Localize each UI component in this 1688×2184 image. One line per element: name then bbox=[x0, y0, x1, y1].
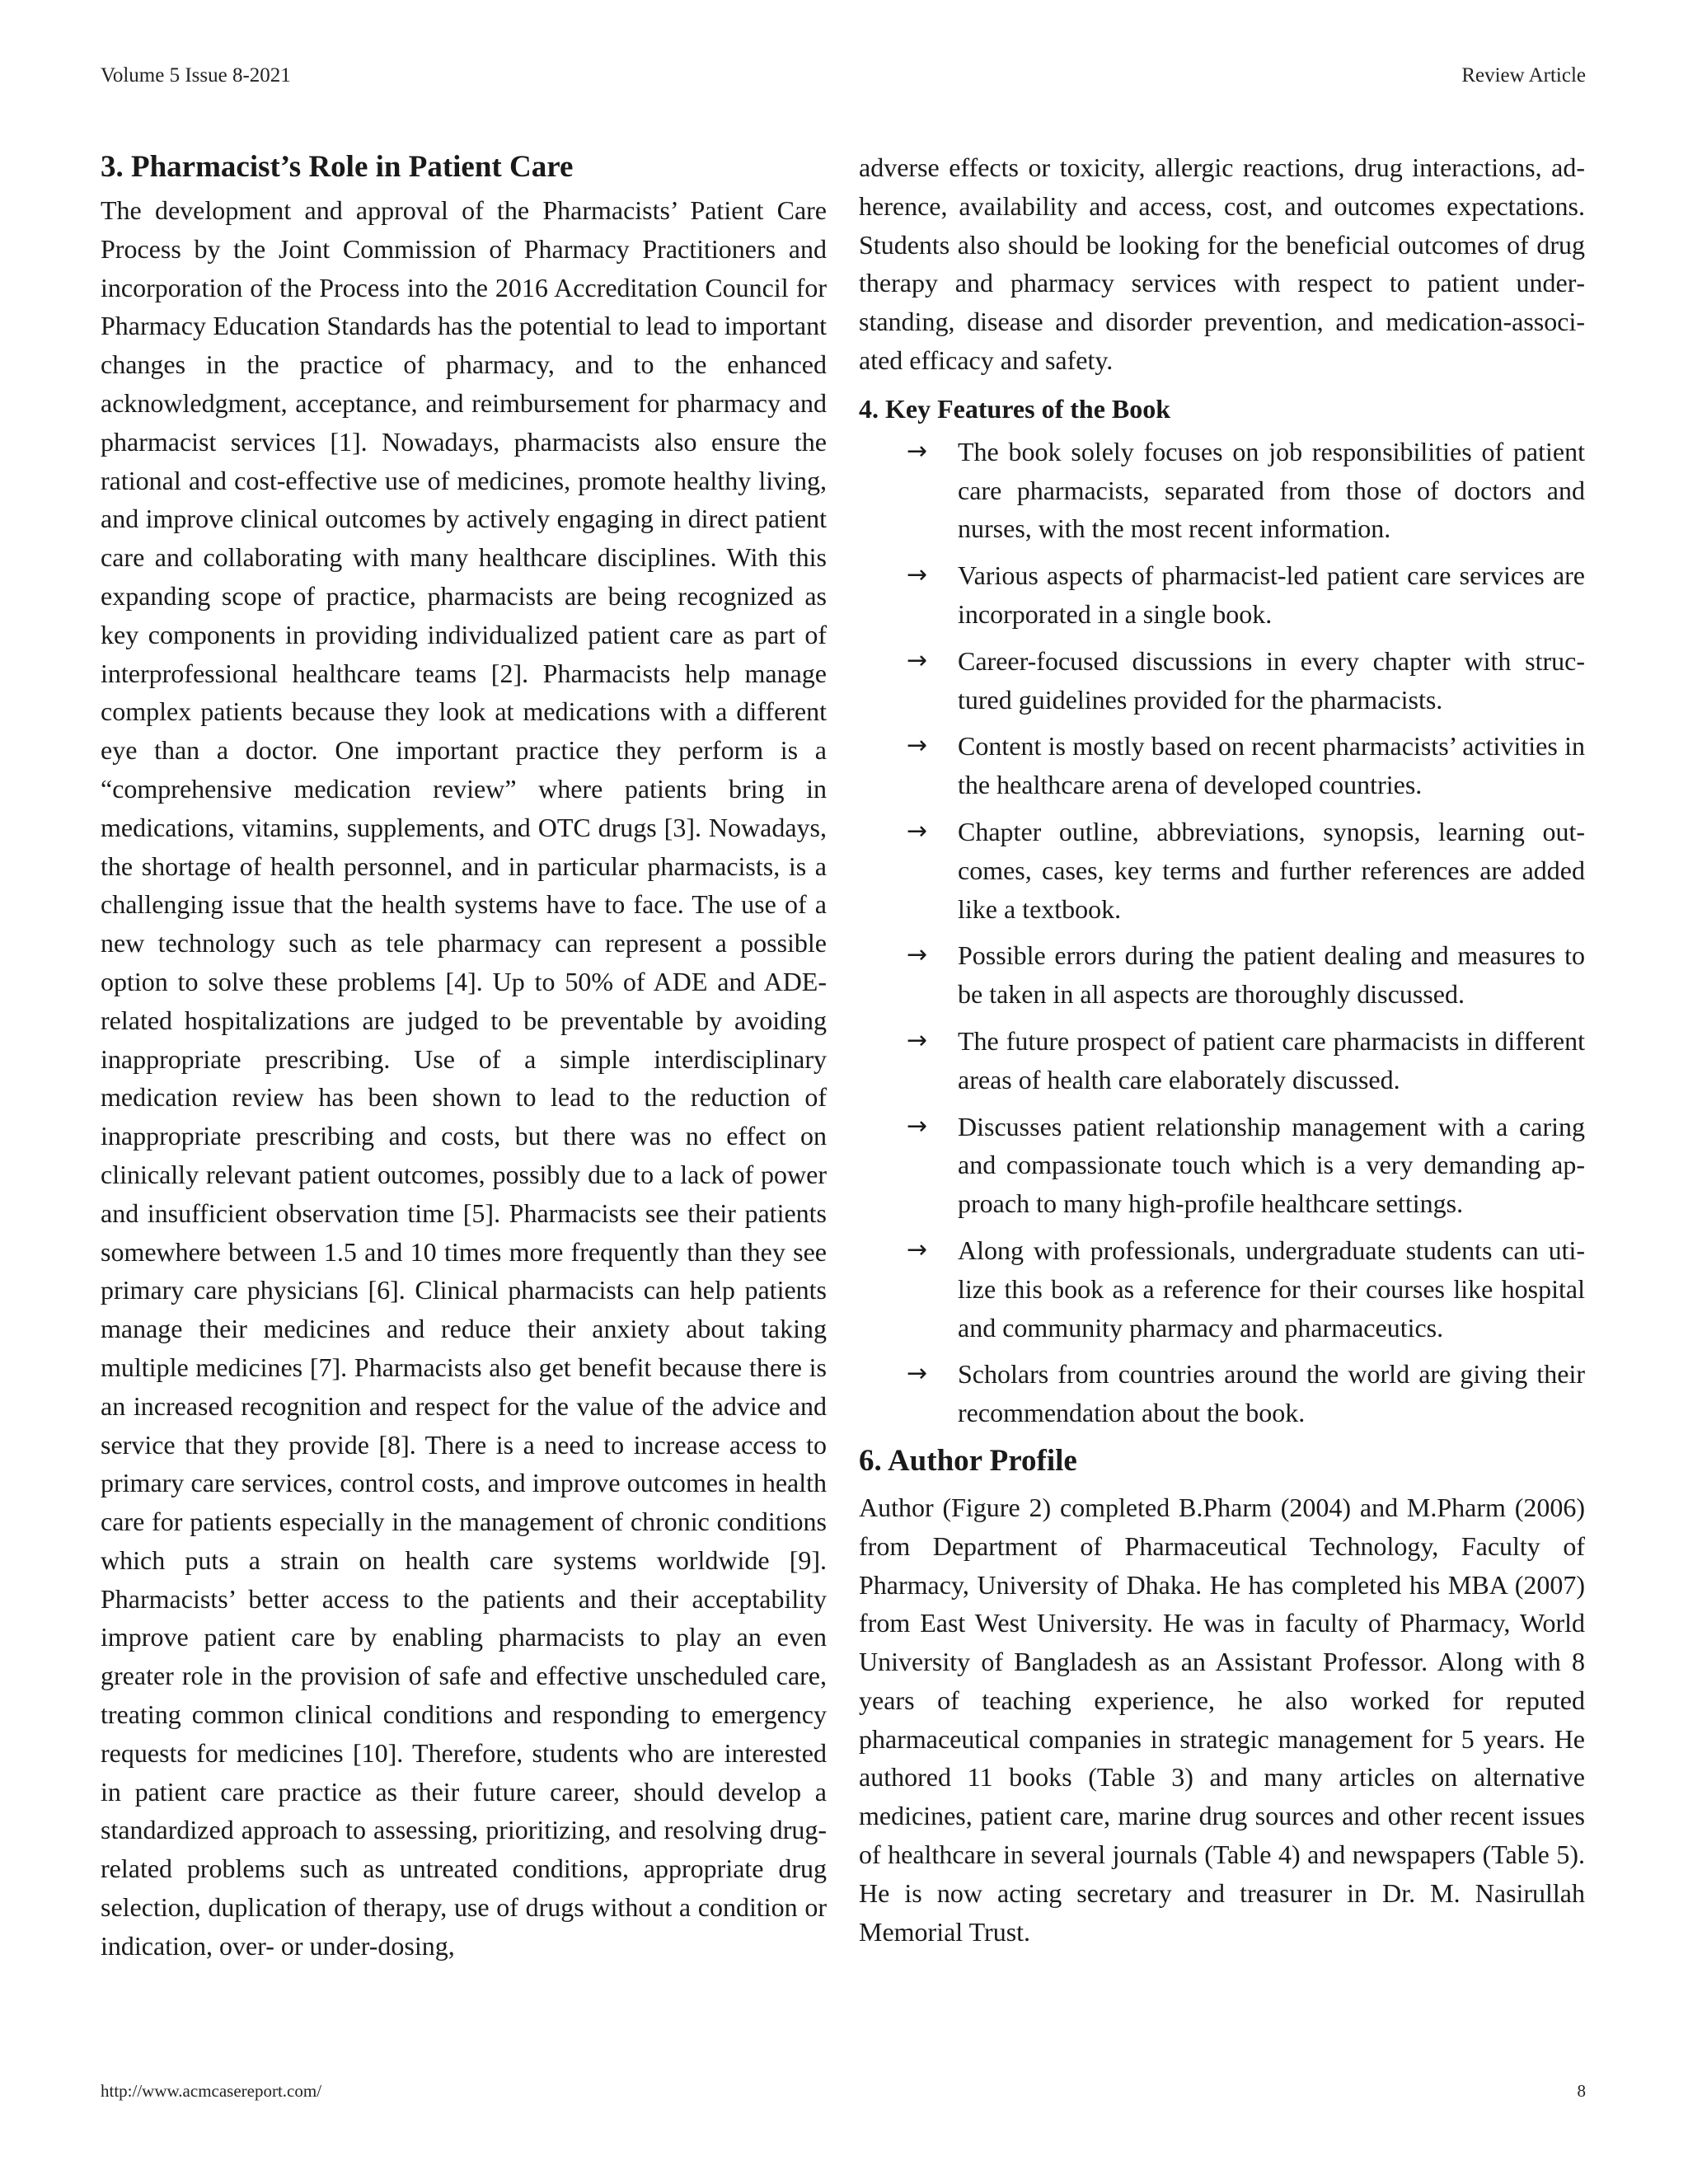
left-column bbox=[101, 147, 827, 1966]
list-item-text: Along with professionals, undergraduate students can utilize this book as a reference for their courses like hospital and community pharmacy and pharmaceutics. bbox=[958, 1235, 1585, 1343]
list-item-text: Various aspects of pharmacist-led patient care services are incorporated in a single book. bbox=[958, 560, 1585, 629]
list-item bbox=[859, 813, 1585, 928]
list-item bbox=[859, 1355, 1585, 1432]
list-item-text: Possible errors during the patient dealing and measures to be taken in all aspects are thoroughly discussed. bbox=[958, 940, 1585, 1010]
list-item bbox=[859, 433, 1585, 548]
arrow-icon: → bbox=[907, 645, 928, 675]
list-item bbox=[859, 1022, 1585, 1099]
list-item-text: Chapter outline, abbreviations, synopsis, learning outcomes, cases, key terms and further references are added like a textbook. bbox=[958, 816, 1585, 924]
section-6-body: Author (Figure 2) completed B.Pharm (2004) and M.Pharm (2006) from Department of Pharmaceutical Technology, Faculty of Pharmacy, University of Dhaka. He has completed his MBA (2007) from East West University. He was in faculty of Pharmacy, World University of Bangladesh as an Assistant Professor. Along with 8 years of teaching experience, he also worked for reputed pharmaceutical companies in strategic management for 5 years. He authored 11 books (Table 3) and many articles on alternative medicines, patient care, marine drug sources and other recent issues of healthcare in several journals (Table 4) and newspapers (Table 5). He is now acting secretary and treasurer in Dr. M. Nasirullah Memorial Trust. bbox=[859, 1492, 1585, 1947]
page-number: 8 bbox=[1577, 2081, 1586, 2101]
arrow-icon: → bbox=[907, 1025, 928, 1055]
arrow-icon: → bbox=[907, 940, 928, 970]
list-item-text: Career-focused discussions in every chapter with structured guidelines provided for the pharmacists. bbox=[958, 645, 1585, 715]
list-item bbox=[859, 936, 1585, 1014]
journal-url[interactable]: http://www.acmcasereport.com/ bbox=[101, 2081, 322, 2101]
journal-volume: Volume 5 Issue 8-2021 bbox=[101, 64, 291, 87]
arrow-icon: → bbox=[907, 816, 928, 846]
arrow-icon: → bbox=[907, 1111, 928, 1141]
list-item bbox=[859, 642, 1585, 719]
running-footer bbox=[101, 2081, 1586, 2102]
section-3-continuation: adverse effects or toxicity, allergic reactions, drug interactions, adherence, availability and access, cost, and outcomes expectations. Students also should be looking for the beneficial outcomes of drug therapy and pharmacy services with respect to patient understanding, disease and disorder prevention, and medication-associated efficacy and safety. bbox=[859, 152, 1585, 375]
list-item-text: Scholars from countries around the world are giving their recommendation about the book. bbox=[958, 1359, 1585, 1428]
list-item-text: Discusses patient relationship management with a caring and compassionate touch which is a very demanding approach to many high-profile healthcare settings. bbox=[958, 1111, 1585, 1219]
section-4-heading: 4. Key Features of the Book bbox=[859, 393, 1171, 424]
section-3-heading: 3. Pharmacist’s Role in Patient Care bbox=[101, 150, 574, 184]
arrow-icon: → bbox=[907, 731, 928, 761]
list-item bbox=[859, 1108, 1585, 1223]
right-column bbox=[859, 148, 1585, 1951]
section-3-body: The development and approval of the Pharmacists’ Patient Care Process by the Joint Commission of Pharmacy Practitioners and incorporation of the Process into the 2016 Accreditation Council for Pharmacy Education Standards has the potential to lead to important changes in the practice of pharmacy, and to the enhanced acknowledgment, acceptance, and reimbursement for pharmacy and pharmacist services [1]. Nowadays, pharmacists also ensure the rational and cost-effective use of medicines, promote healthy living, and improve clinical outcomes by actively engaging in direct patient care and collaborating with many healthcare disciplines. With this expanding scope of practice, pharmacists are being recognized as key components in providing individualized patient care as part of interprofessional healthcare teams [2]. Pharmacists help manage complex patients because they look at medications with a different eye than a doctor. One important practice they perform is a “comprehensive medication review” where patients bring in medications, vitamins, supplements, and OTC drugs [3]. Nowadays, the shortage of health personnel, and in particular pharmacists, is a challenging issue that the health systems have to face. The use of a new technology such as tele pharmacy can represent a possible option to solve these problems [4]. Up to 50% of ADE and ADE-related hospitalizations are judged to be preventable by avoiding inappropriate prescribing. Use of a simple interdisciplinary medication review has been shown to lead to the reduction of inappropriate prescribing and costs, but there was no effect on clinically relevant patient outcomes, possibly due to a lack of power and insufficient observation time [5]. Pharmacists see their patients somewhere between 1.5 and 10 times more frequently than they see primary care physicians [6]. Clinical pharmacists can help patients manage their medicines and reduce their anxiety about taking multiple medicines [7]. Pharmacists also get benefit because there is an increased recognition and respect for the value of the advice and service that they provide [8]. There is a need to increase access to primary care services, control costs, and improve outcomes in health care for patients especially in the management of chronic conditions which puts a strain on health care systems worldwide [9]. Pharmacists’ better access to the patients and their acceptability improve patient care by enabling pharmacists to play an even greater role in the provision of safe and effective unscheduled care, treating common clinical conditions and responding to emergency requests for medicines [10]. Therefore, students who are interested in patient care practice as their future career, should develop a standardized approach to assessing, prioritizing, and resolving drug-related problems such as untreated conditions, appropriate drug selection, duplication of therapy, use of drugs without a condition or indication, over- or under-dosing, bbox=[101, 195, 827, 1961]
running-header bbox=[101, 64, 1586, 87]
list-item-text: The book solely focuses on job responsibilities of patient care pharmacists, separated from those of doctors and nurses, with the most recent information. bbox=[958, 436, 1585, 544]
section-6-heading: 6. Author Profile bbox=[859, 1443, 1077, 1478]
list-item bbox=[859, 1231, 1585, 1347]
list-item bbox=[859, 556, 1585, 634]
arrow-icon: → bbox=[907, 1359, 928, 1389]
arrow-icon: → bbox=[907, 1235, 928, 1264]
list-item-text: Content is mostly based on recent pharmacists’ activities in the healthcare arena of developed countries. bbox=[958, 731, 1585, 800]
arrow-icon: → bbox=[907, 560, 928, 590]
list-item bbox=[859, 727, 1585, 804]
list-item-text: The future prospect of patient care pharmacists in different areas of health care elaborately discussed. bbox=[958, 1025, 1585, 1094]
arrow-icon: → bbox=[907, 436, 928, 466]
article-type: Review Article bbox=[1461, 64, 1586, 87]
key-features-list bbox=[859, 433, 1585, 1432]
